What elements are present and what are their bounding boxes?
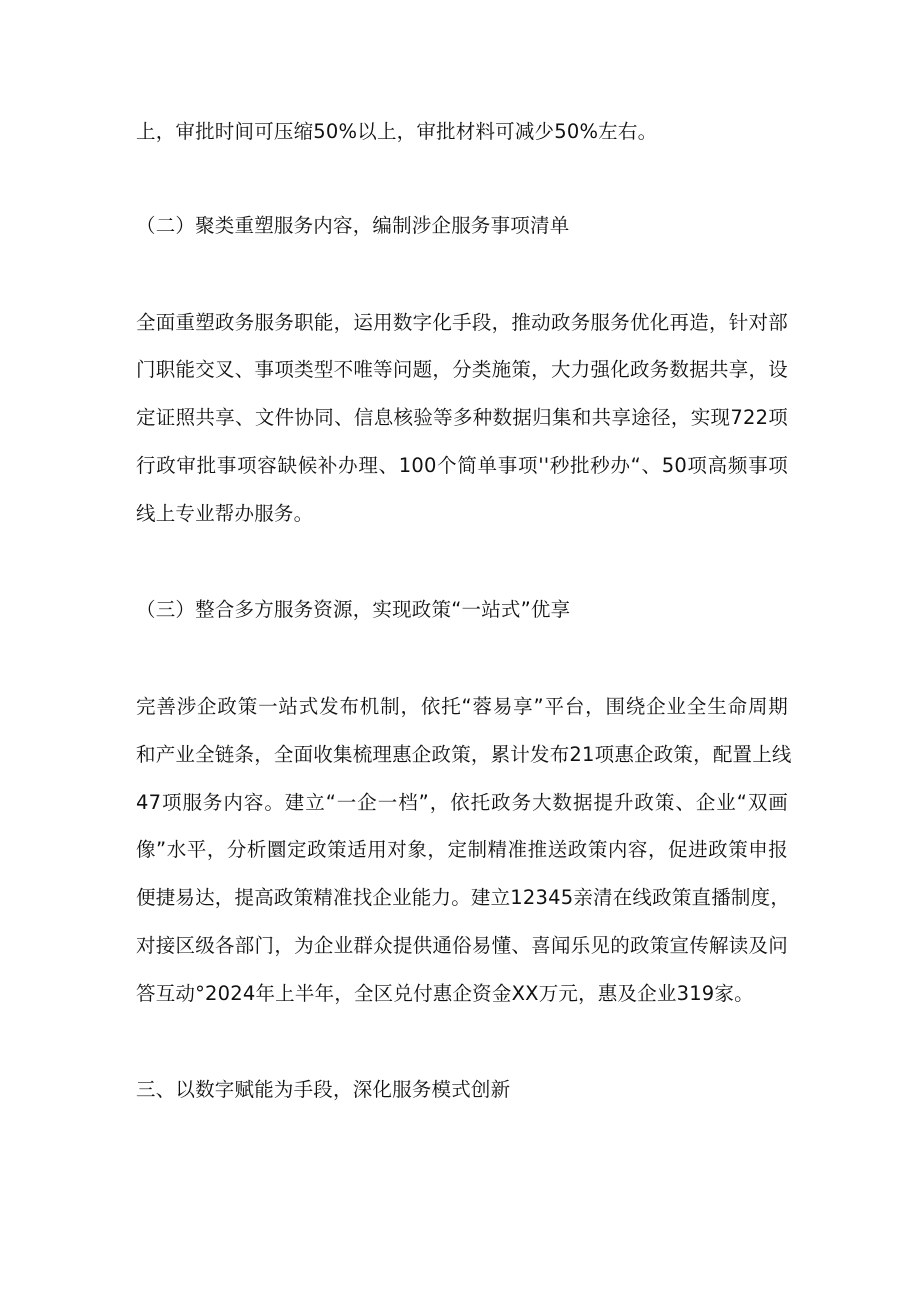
paragraph-2-line-2: 门职能交叉、事项类型不唯等问题，分类施策，大力强化政务数据共享，设	[136, 358, 788, 381]
paragraph-3-line-4: 像”水平，分析圜定政策适用对象，定制精准推送政策内容，促进政策申报	[136, 838, 788, 861]
paragraph-3-line-2: 和产业全链条，全面收集梳理惠企政策，累计发布21项惠企政策，配置上线	[136, 743, 792, 766]
paragraph-3-line-6: 对接区级各部门，为企业群众提供通俗易懂、喜闻乐见的政策宣传解读及问	[136, 934, 788, 957]
paragraph-3-line-1: 完善涉企政策一站式发布机制，依托“蓉易享”平台，围绕企业全生命周期	[136, 695, 788, 718]
subheading-2: （二）聚类重塑服务内容，编制涉企服务事项清单	[136, 214, 570, 237]
paragraph-2-line-1: 全面重塑政务服务职能，运用数字化手段，推动政务服务优化再造，针对部	[136, 311, 788, 334]
paragraph-1-line-1: 上，审批时间可压缩50%以上，审批材料可减少50%左右。	[136, 120, 658, 143]
paragraph-2-line-3: 定证照共享、文件协同、信息核验等多种数据归集和共享途径，实现722项	[136, 406, 788, 429]
paragraph-3-line-5: 便捷易达，提高政策精准找企业能力。建立12345亲清在线政策直播制度，	[136, 886, 791, 909]
paragraph-3-line-3: 47项服务内容。建立“一企一档”，依托政务大数据提升政策、企业“双画	[136, 791, 788, 814]
paragraph-2-line-5: 线上专业帮办服务。	[136, 502, 314, 525]
paragraph-2-line-4: 行政审批事项容缺候补办理、100个简单事项''秒批秒办“、50项高频事项	[136, 454, 788, 477]
paragraph-3-line-7: 答互动°2024年上半年，全区兑付惠企资金XX万元，惠及企业319家。	[136, 982, 754, 1005]
subheading-3: （三）整合多方服务资源，实现政策“一站式”优享	[136, 598, 571, 621]
section-3-heading: 三、以数字赋能为手段，深化服务模式创新	[136, 1078, 511, 1101]
